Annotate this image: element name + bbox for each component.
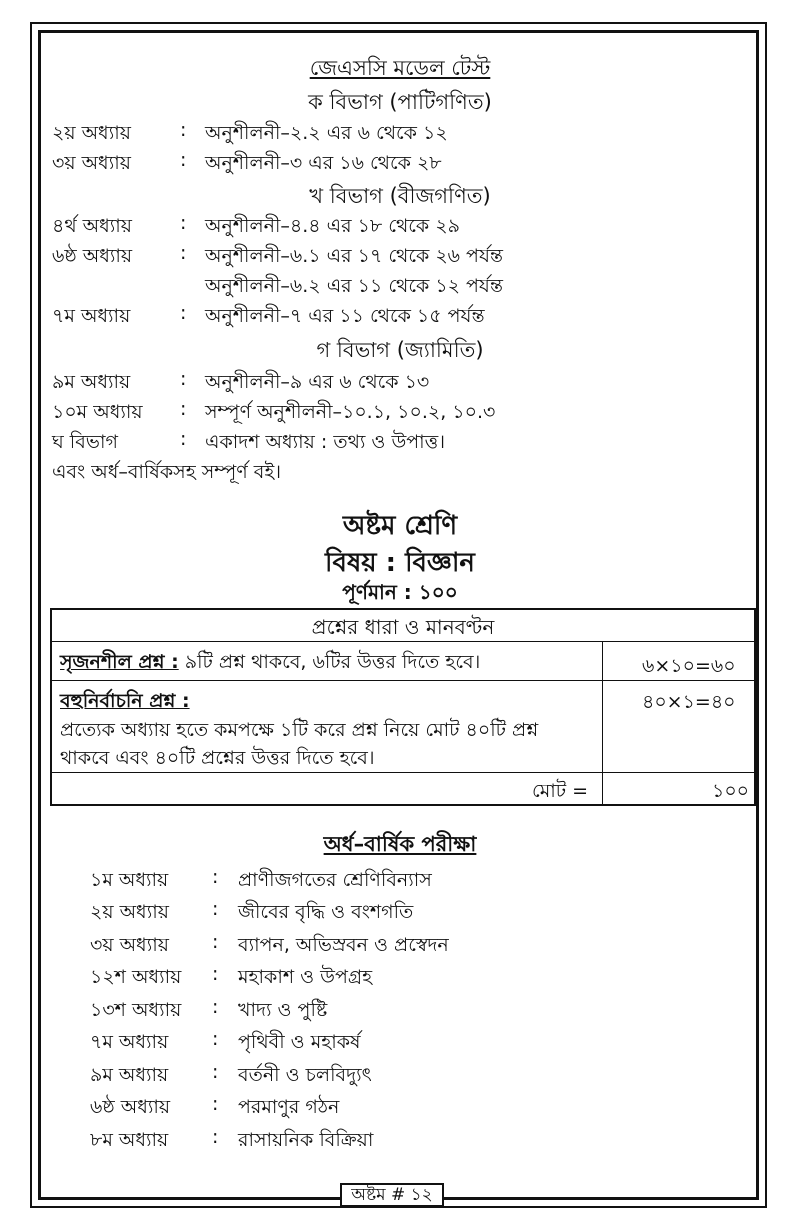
mcq-description-line-1: প্রত্যেক অধ্যায় হতে কমপক্ষে ১টি করে প্রশ্ন নিয়ে মোট ৪০টি প্রশ্ন [60, 719, 539, 741]
chapter-content: একাদশ অধ্যায় : তথ্য ও উপাত্ত। [205, 431, 446, 453]
chapter-label: ১২শ অধ্যায় [90, 966, 182, 988]
chapter-label: ১০ম অধ্যায় [52, 401, 143, 423]
chapter-label: ৪র্থ অধ্যায় [52, 215, 132, 237]
chapter-content: ব্যাপন, অভিস্রবন ও প্রস্বেদন [238, 934, 449, 956]
colon: : [180, 149, 187, 171]
colon: : [180, 119, 187, 141]
creative-question-label: সৃজনশীল প্রশ্ন : [60, 651, 179, 673]
total-value: ১০০ [712, 780, 750, 802]
chapter-content: বর্তনী ও চলবিদ্যুৎ [238, 1064, 372, 1086]
chapter-content: অনুশীলনী–৪.৪ এর ১৮ থেকে ২৯ [205, 215, 460, 237]
colon: : [212, 1028, 219, 1050]
colon: : [212, 898, 219, 920]
chapter-content: অনুশীলনী–৬.১ এর ১৭ থেকে ২৬ পর্যন্ত [205, 245, 503, 267]
chapter-content: অনুশীলনী–৩ এর ১৬ থেকে ২৮ [205, 152, 442, 174]
chapter-label: ২য় অধ্যায় [52, 122, 131, 144]
colon: : [212, 996, 219, 1018]
table-divider [52, 680, 754, 681]
colon: : [212, 1126, 219, 1148]
chapter-label: ৭ম অধ্যায় [52, 305, 131, 327]
chapter-label: ১ম অধ্যায় [90, 869, 169, 891]
page-footer-label: অষ্টম # ১২ [340, 1183, 444, 1207]
section-heading-arithmetic: ক বিভাগ (পাটিগণিত) [308, 90, 492, 114]
creative-question-marks: ৬×১০=৬০ [642, 655, 736, 677]
colon: : [180, 242, 187, 264]
chapter-label: ১৩শ অধ্যায় [90, 999, 182, 1021]
colon: : [212, 1093, 219, 1115]
class-heading: অষ্টম শ্রেণি [342, 511, 458, 541]
section-heading-algebra: খ বিভাগ (বীজগণিত) [309, 184, 491, 208]
chapter-content: সম্পূর্ণ অনুশীলনী–১০.১, ১০.২, ১০.৩ [205, 401, 496, 423]
chapter-label: ৬ষ্ঠ অধ্যায় [52, 245, 133, 267]
chapter-label: ৩য় অধ্যায় [90, 934, 169, 956]
section-heading-geometry: গ বিভাগ (জ্যামিতি) [316, 338, 484, 362]
chapter-content: পৃথিবী ও মহাকর্ষ [238, 1031, 361, 1053]
colon: : [212, 866, 219, 888]
chapter-content: অনুশীলনী–২.২ এর ৬ থেকে ১২ [205, 122, 448, 144]
colon: : [180, 398, 187, 420]
colon: : [180, 302, 187, 324]
creative-question-row [60, 648, 480, 680]
chapter-content: খাদ্য ও পুষ্টি [238, 999, 328, 1021]
chapter-content: অনুশীলনী–৭ এর ১১ থেকে ১৫ পর্যন্ত [205, 305, 485, 327]
table-header: প্রশ্নের ধারা ও মানবণ্টন [311, 615, 495, 639]
colon: : [212, 1061, 219, 1083]
closing-line: এবং অর্ধ–বার্ষিকসহ সম্পূর্ণ বই। [52, 461, 282, 483]
mcq-marks: ৪০×১=৪০ [642, 691, 736, 713]
colon: : [180, 368, 187, 390]
colon: : [180, 428, 187, 450]
table-column-divider [602, 641, 603, 804]
mcq-description-line-2: থাকবে এবং ৪০টি প্রশ্নের উত্তর দিতে হবে। [60, 747, 375, 769]
chapter-label: ৭ম অধ্যায় [90, 1031, 169, 1053]
model-test-title: জেএসসি মডেল টেস্ট [309, 56, 491, 80]
marks-distribution-table [50, 608, 756, 806]
chapter-label: ৬ষ্ঠ অধ্যায় [90, 1096, 171, 1118]
table-divider [52, 772, 754, 773]
subject-heading: বিষয় : বিজ্ঞান [325, 548, 475, 578]
colon: : [212, 963, 219, 985]
chapter-label: ৮ম অধ্যায় [90, 1129, 169, 1151]
chapter-content: অনুশীলনী–৬.২ এর ১১ থেকে ১২ পর্যন্ত [205, 275, 503, 297]
full-marks: পূর্ণমান : ১০০ [342, 580, 458, 604]
table-divider [52, 641, 754, 642]
chapter-label: ঘ বিভাগ [52, 431, 118, 453]
total-label: মোট = [532, 780, 589, 802]
chapter-label: ৩য় অধ্যায় [52, 152, 131, 174]
chapter-content: রাসায়নিক বিক্রিয়া [238, 1129, 374, 1151]
chapter-label: ৯ম অধ্যায় [52, 371, 131, 393]
chapter-content: পরমাণুর গঠন [238, 1096, 340, 1118]
creative-question-desc: ৯টি প্রশ্ন থাকবে, ৬টির উত্তর দিতে হবে। [178, 651, 481, 673]
colon: : [180, 212, 187, 234]
chapter-content: জীবের বৃদ্ধি ও বংশগতি [238, 901, 414, 923]
chapter-label: ৯ম অধ্যায় [90, 1064, 169, 1086]
chapter-label: ২য় অধ্যায় [90, 901, 169, 923]
chapter-content: মহাকাশ ও উপগ্রহ [238, 966, 373, 988]
colon: : [212, 931, 219, 953]
chapter-content: অনুশীলনী–৯ এর ৬ থেকে ১৩ [205, 371, 430, 393]
chapter-content: প্রাণীজগতের শ্রেণিবিন্যাস [238, 869, 432, 891]
mcq-label: বহুনির্বাচনি প্রশ্ন : [60, 690, 190, 712]
half-yearly-title: অর্ধ–বার্ষিক পরীক্ষা [323, 832, 477, 856]
